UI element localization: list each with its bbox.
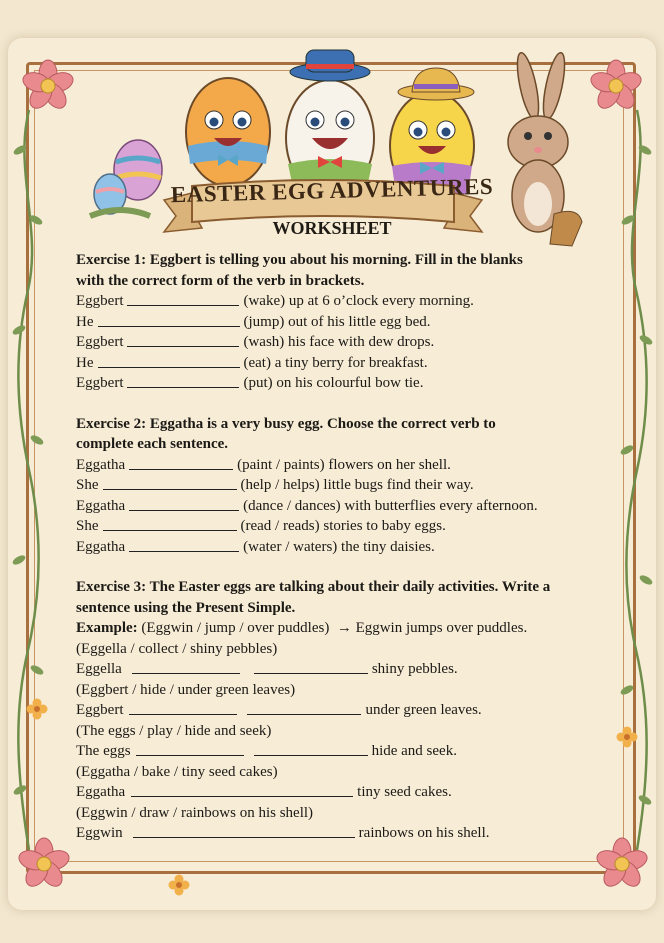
answer-blank-object[interactable] xyxy=(254,741,368,756)
item-text: tiny seed cakes. xyxy=(357,784,452,800)
item-text: hide and seek. xyxy=(371,743,457,759)
item-subject: Eggatha xyxy=(76,497,126,514)
item-prompt: (The eggs / play / hide and seek) xyxy=(76,722,272,739)
exercise-1-heading: Exercise 1: Eggbert is telling you about his morning. Fill in the blanks xyxy=(76,252,523,268)
exercise-3-item xyxy=(76,659,596,680)
exercise-3-prompt xyxy=(76,680,596,701)
answer-blank[interactable] xyxy=(127,291,239,306)
item-text: (wash) his face with dew drops. xyxy=(243,334,435,350)
small-flower-icon-bottom xyxy=(166,872,192,898)
item-prompt: (Eggella / collect / shiny pebbles) xyxy=(76,640,278,657)
exercise-3-item xyxy=(76,741,596,762)
exercise-3-prompt xyxy=(76,721,596,742)
small-flower-icon-right xyxy=(614,724,640,750)
answer-blank[interactable] xyxy=(127,373,239,388)
flower-icon-bottom-right xyxy=(592,834,652,894)
answer-blank-verb[interactable] xyxy=(129,700,237,715)
exercise-1 xyxy=(76,250,596,394)
item-subject: Eggbert xyxy=(76,702,124,718)
answer-blank-object[interactable] xyxy=(254,659,368,674)
worksheet-subtitle: WORKSHEET xyxy=(272,218,392,238)
exercise-3-prompt xyxy=(76,639,596,660)
answer-blank[interactable] xyxy=(98,353,240,368)
exercise-2-item xyxy=(76,475,596,496)
example-answer: Eggwin jumps over puddles. xyxy=(355,620,528,636)
answer-blank[interactable] xyxy=(131,782,353,797)
exercise-2-item xyxy=(76,496,596,517)
answer-blank[interactable] xyxy=(129,496,239,511)
answer-blank-verb[interactable] xyxy=(132,659,240,674)
item-text: (put) on his colourful bow tie. xyxy=(243,375,424,391)
exercise-2-heading: Exercise 2: Eggatha is a very busy egg. Choose the correct verb to xyxy=(76,415,496,432)
item-subject: The eggs xyxy=(76,743,131,759)
item-prompt: (Eggwin / draw / rainbows on his shell) xyxy=(76,804,314,821)
exercise-3-example xyxy=(76,618,596,639)
item-subject: Eggatha xyxy=(76,456,126,473)
item-text: (wake) up at 6 o’clock every morning. xyxy=(243,293,474,309)
exercise-3-heading: Exercise 3: The Easter eggs are talking about their daily activities. Write a xyxy=(76,579,551,595)
exercise-2-item xyxy=(76,455,596,476)
exercise-1-item xyxy=(76,291,596,312)
item-text: (paint / paints) flowers on her shell. xyxy=(237,456,451,473)
answer-blank[interactable] xyxy=(98,312,240,327)
example-label: Example: xyxy=(76,620,138,636)
exercise-2-item xyxy=(76,537,596,558)
exercise-1-item xyxy=(76,353,596,374)
answer-blank[interactable] xyxy=(133,823,355,838)
item-subject: Eggbert xyxy=(76,375,124,391)
item-text: shiny pebbles. xyxy=(371,661,458,677)
exercise-3-prompt xyxy=(76,803,596,824)
item-text: (eat) a tiny berry for breakfast. xyxy=(243,354,428,371)
item-prompt: (Eggbert / hide / under green leaves) xyxy=(76,681,296,698)
answer-blank-verb[interactable] xyxy=(136,741,244,756)
exercise-3-item xyxy=(76,700,596,721)
item-subject: He xyxy=(76,354,94,371)
worksheet-title: EASTER EGG ADVENTURES xyxy=(170,173,494,208)
exercise-2-item xyxy=(76,516,596,537)
exercise-3 xyxy=(76,577,596,844)
exercise-2-heading-line2: complete each sentence. xyxy=(76,436,229,452)
item-text: (read / reads) stories to baby eggs. xyxy=(240,518,446,534)
exercise-1-item xyxy=(76,373,596,394)
item-subject: She xyxy=(76,477,99,493)
item-subject: He xyxy=(76,313,94,330)
item-text: (water / waters) the tiny daisies. xyxy=(243,538,435,555)
item-subject: Eggella xyxy=(76,661,122,677)
item-text: under green leaves. xyxy=(365,702,482,718)
flower-icon-bottom-left xyxy=(14,834,74,894)
item-subject: Eggbert xyxy=(76,334,124,350)
item-text: rainbows on his shell. xyxy=(358,825,490,841)
item-subject: She xyxy=(76,518,99,534)
item-subject: Eggatha xyxy=(76,784,126,800)
answer-blank[interactable] xyxy=(129,455,233,470)
exercise-3-item xyxy=(76,782,596,803)
exercise-1-item xyxy=(76,312,596,333)
exercise-1-heading-line2: with the correct form of the verb in brackets. xyxy=(76,272,365,289)
item-text: (help / helps) little bugs find their way. xyxy=(240,477,474,493)
small-flower-icon-left xyxy=(24,696,50,722)
flower-icon-top-left xyxy=(18,56,78,116)
answer-blank-object[interactable] xyxy=(247,700,361,715)
exercise-3-item xyxy=(76,823,596,844)
item-prompt: (Eggatha / bake / tiny seed cakes) xyxy=(76,763,278,780)
answer-blank[interactable] xyxy=(129,537,239,552)
answer-blank[interactable] xyxy=(103,475,237,490)
item-text: (dance / dances) with butterflies every afternoon. xyxy=(243,497,538,514)
exercise-3-heading-line2: sentence using the Present Simple. xyxy=(76,599,296,616)
item-subject: Eggatha xyxy=(76,538,126,555)
answer-blank[interactable] xyxy=(127,332,239,347)
example-prompt: (Eggwin / jump / over puddles) xyxy=(141,620,330,636)
exercise-2 xyxy=(76,414,596,558)
answer-blank[interactable] xyxy=(103,516,237,531)
exercise-1-item xyxy=(76,332,596,353)
item-subject: Eggbert xyxy=(76,293,124,309)
item-subject: Eggwin xyxy=(76,825,123,841)
item-text: (jump) out of his little egg bed. xyxy=(243,313,431,330)
worksheet-content xyxy=(76,250,596,864)
example-arrow-icon: → xyxy=(336,620,352,636)
exercise-3-prompt xyxy=(76,762,596,783)
